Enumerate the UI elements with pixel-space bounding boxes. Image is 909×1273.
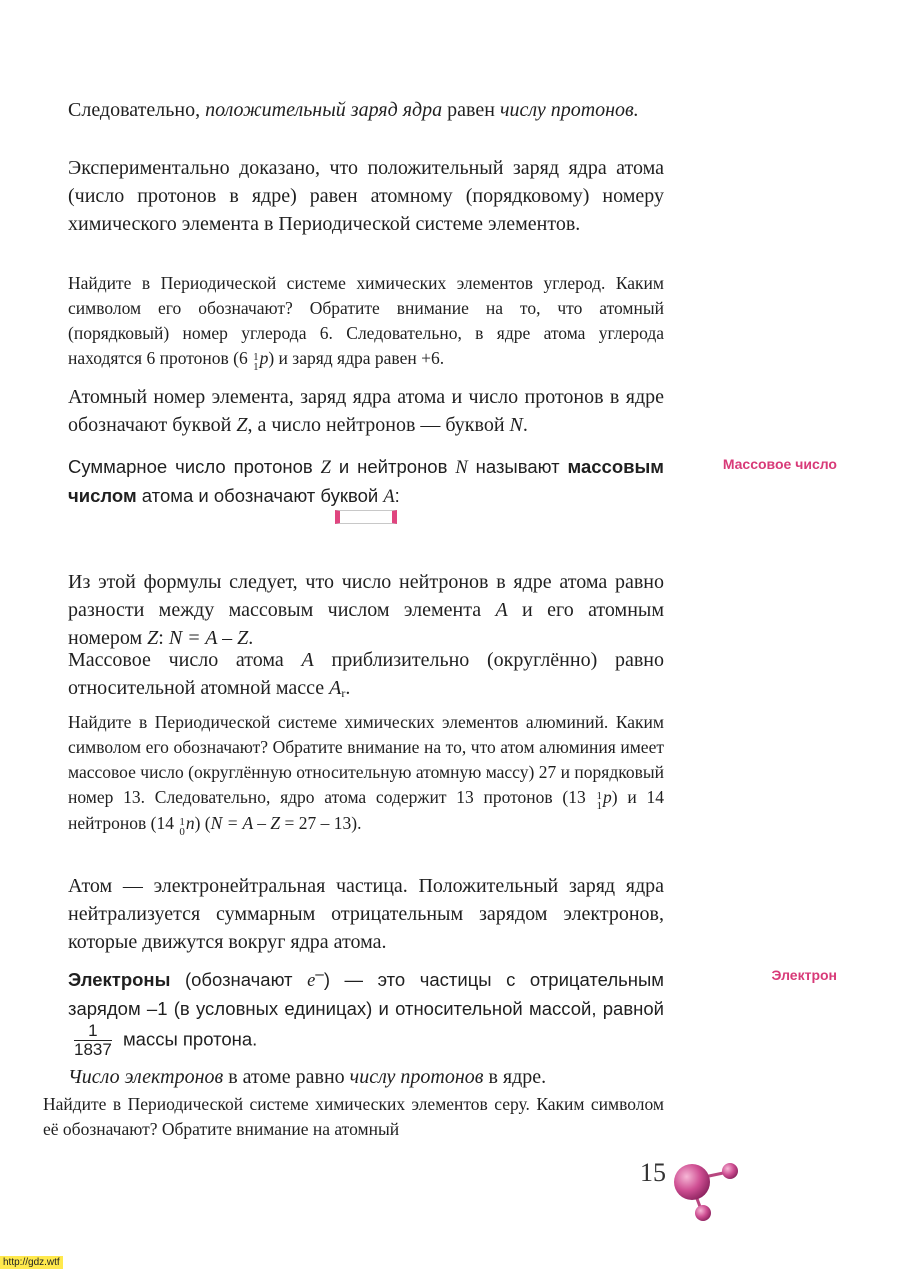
proton-symbol: p [259,348,269,368]
text: Следовательно, [68,99,206,121]
paragraph-atomic-number: Атомный номер элемента, заряд ядра атома и число протонов в ядре обозначают буквой Z, а число нейтронов — буквой N. [68,386,664,436]
watermark-link[interactable]: http://gdz.wtf [0,1256,63,1269]
paragraph-experimental: Экспериментально доказано, что положительный заряд ядра атома (число протонов в ядре) равен атомному (порядковому) номеру химического элемента в Периодической системе элементов. [68,157,664,235]
margin-note-electron: Электрон [771,967,837,983]
nuclide-notation: 1 1 [596,790,603,812]
definition-electron: Электроны (обозначают e–) — это частицы с отрицательным зарядом –1 (в условных единицах) и относительной массой, равной $\frac{1}{1837}$ массы протона. [68,966,664,1060]
task-carbon [68,271,664,372]
task-sulfur: Найдите в Периодической системе химических элементов серу. Каким символом её обозначают? Обратите внимание на атомный [43,1094,664,1139]
paragraph-nuclear-charge [68,96,639,124]
task-aluminium: Найдите в Периодической системе химических элементов алюминий. Каким символом его обозначают? Обратите внимание на то, что атом алюминия имеет массовое число (округлённую относительную атомную массу) 27 и порядковый номер 13. Следовательно, ядро атома содержит 13 протонов (13 1 1 p) и 14 нейтронов (14 1 0 n) (N = A – Z = 27 – 13). [68,712,664,838]
paragraph-relative-mass: Массовое число атома A приблизительно (округлённо) равно относительной атомной массе $A_r$. [68,649,665,700]
nuclide-notation: 1 0 [179,816,185,838]
paragraph-electron-count: Число электронов в атоме равно числу протонов в ядре. [68,1066,547,1088]
mass-number-formula [335,510,397,524]
nuclide-notation: 1 1 [253,351,259,373]
formula-box [68,510,664,529]
text: Найдите в Периодической системе химических элементов углерод. Каким символом его обозначают? Обратите внимание на то, что атомный (порядковый) номер углерода 6. Следовательно, в ядре атома углерода находятся 6 протонов (6 [68,273,664,368]
emphasis: числу протонов. [499,99,639,121]
emphasis: положительный заряд ядра [205,99,443,121]
definition-mass-number: Суммарное число протонов Z и нейтронов N называют массовым числом атома и обозначают буквой A: [68,456,664,507]
paragraph-electroneutral: Атом — электронейтральная частица. Положительный заряд ядра нейтрализуется суммарным отрицательным зарядом электронов, которые движутся вокруг ядра атома. [68,875,664,953]
text: ) и заряд ядра равен +6. [268,348,445,368]
margin-note-mass-number: Массовое число [722,456,837,472]
term-electrons: Электроны [68,969,171,991]
text: равен [442,99,500,121]
term-mass-number: массовым числом [68,456,664,506]
page-number: 15 [640,1158,666,1187]
paragraph-neutron-formula: Из этой формулы следует, что число нейтронов в ядре атома равно разности между массовым числом элемента A и его атомным номером Z: N = A – Z. [68,571,664,649]
fraction: $\frac{1}{1837}$ [74,1021,112,1060]
molecule-icon [668,1150,748,1225]
